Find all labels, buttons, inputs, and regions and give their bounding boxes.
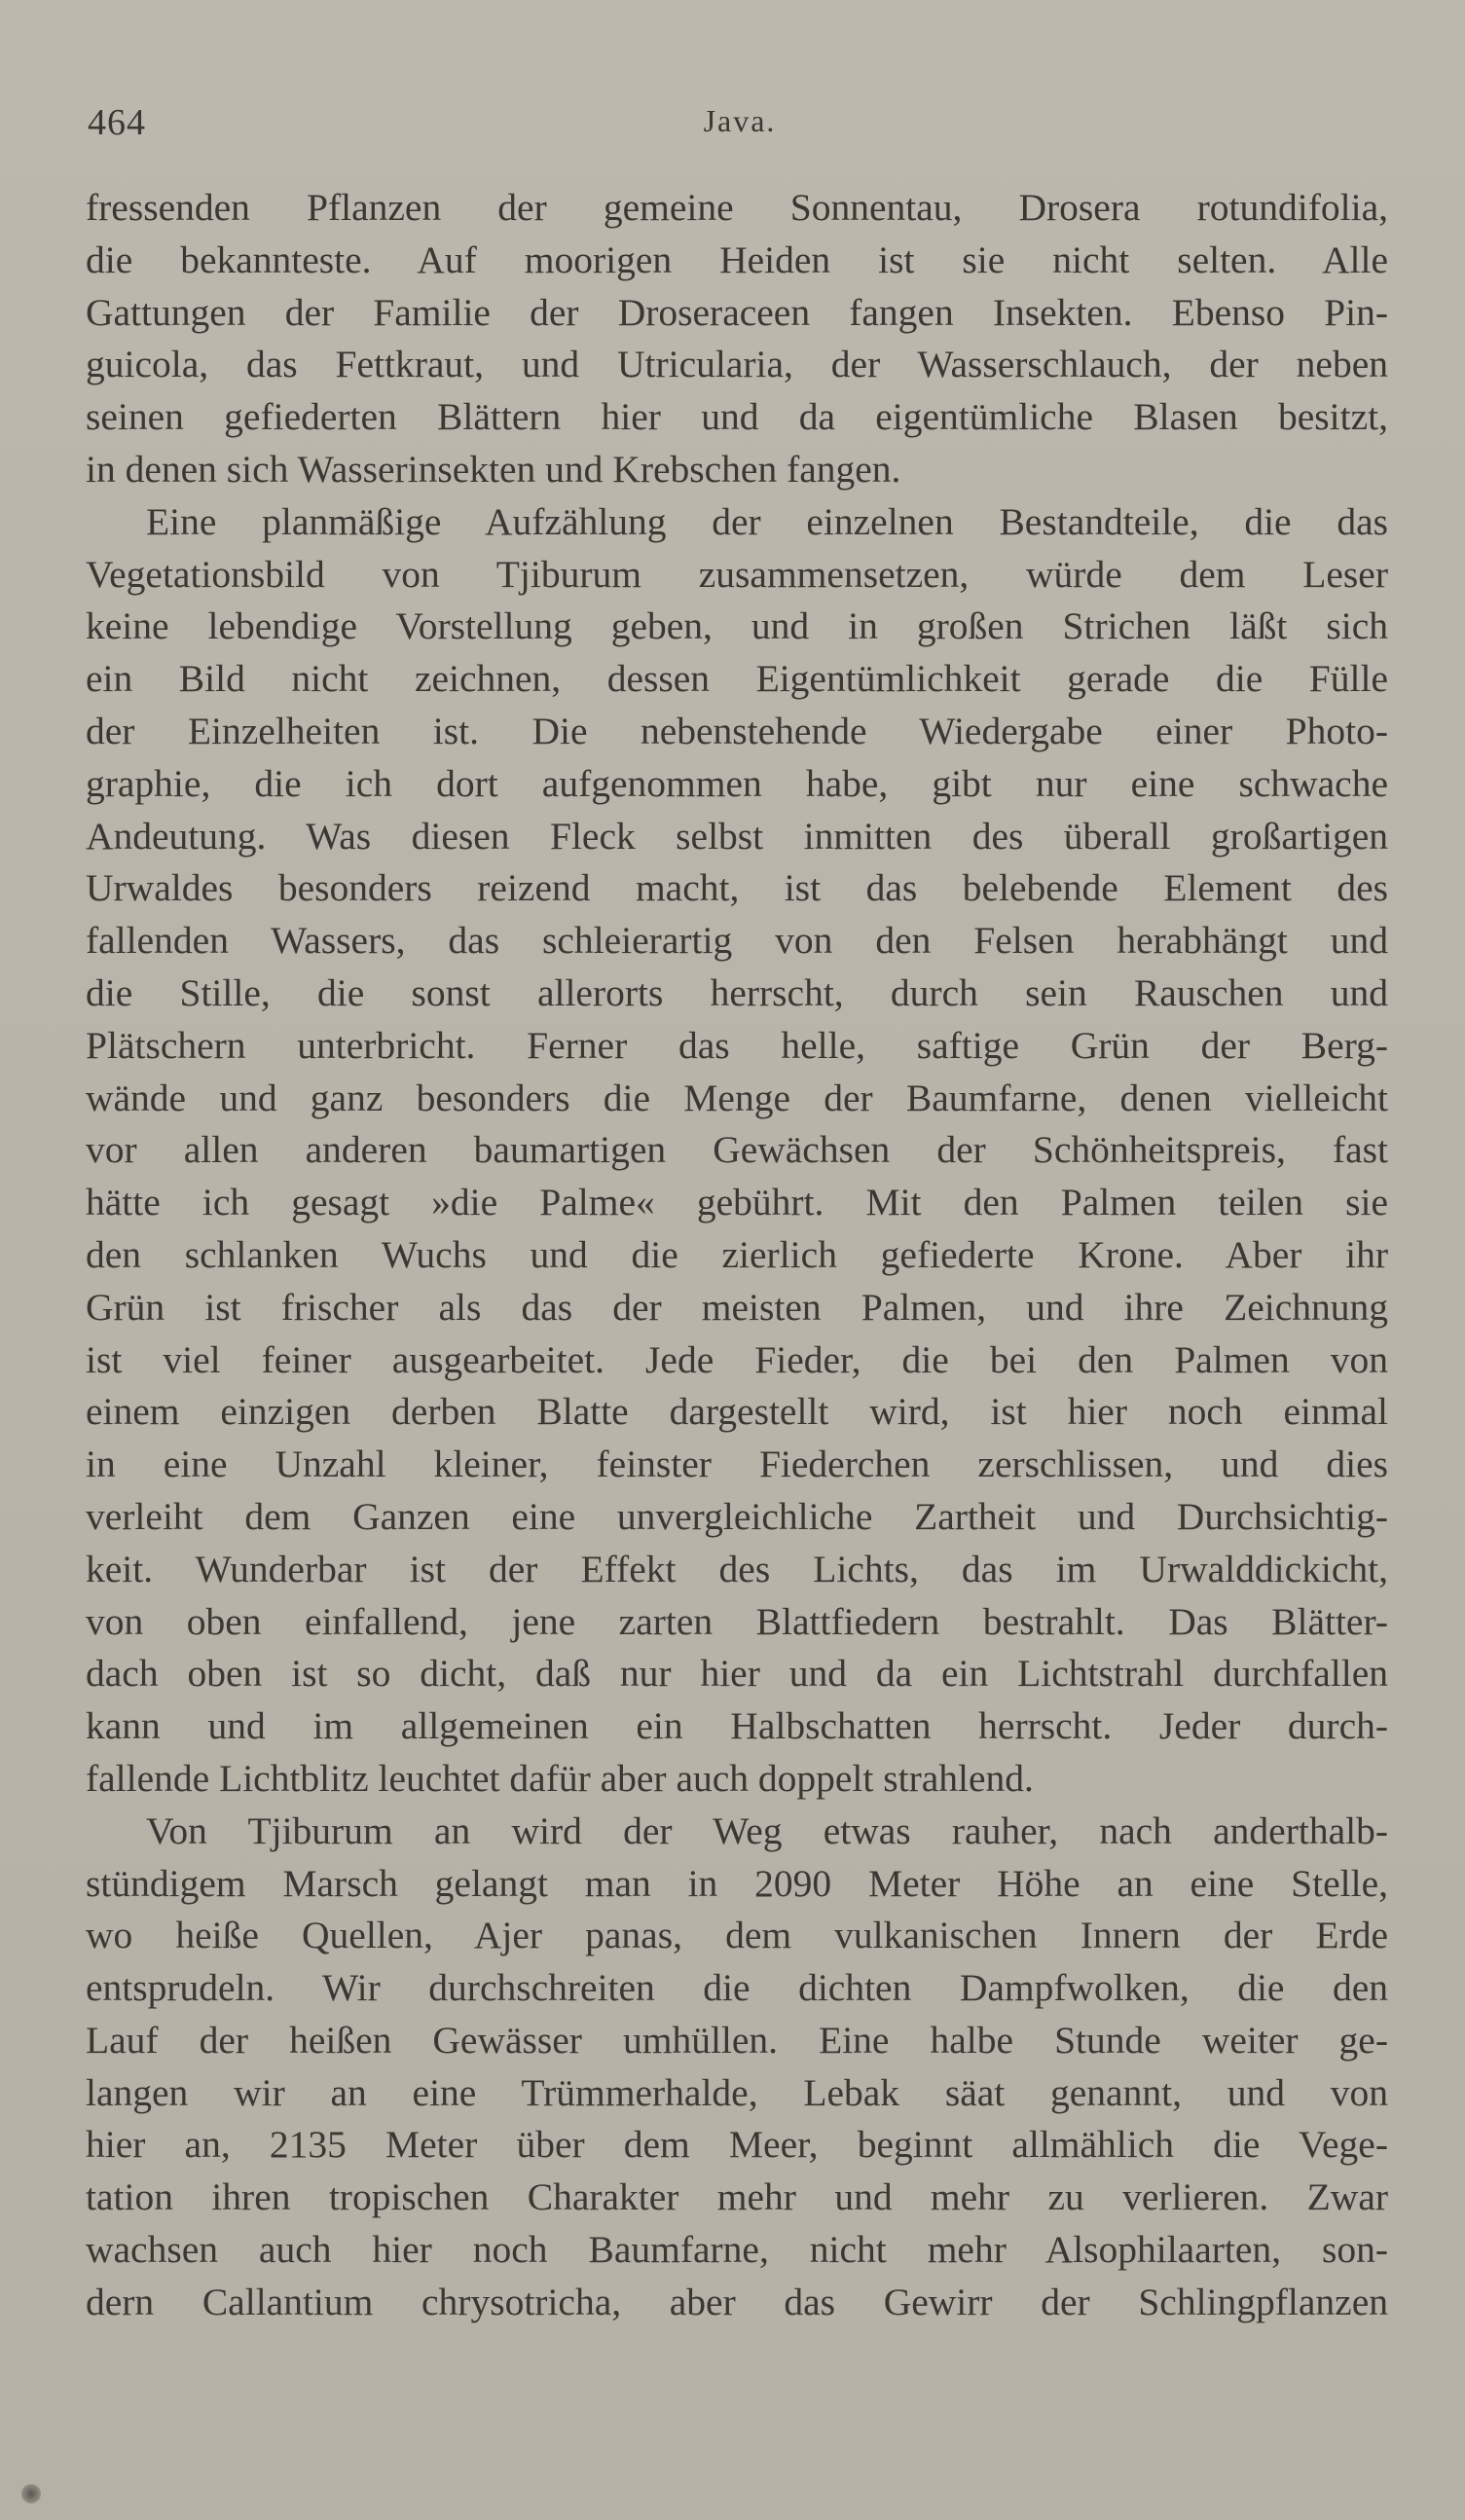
- text-line: fressenden Pflanzen der gemeine Sonnentau, Drosera rotundifolia,: [86, 186, 1388, 229]
- text-line: ein Bild nicht zeichnen, dessen Eigentümlichkeit gerade die Fülle: [86, 657, 1388, 701]
- text-line: Urwaldes besonders reizend macht, ist das belebende Element des: [86, 866, 1388, 910]
- text-line: graphie, die ich dort aufgenommen habe, gibt nur eine schwache: [86, 761, 1388, 805]
- text-line: dern Callantium chrysotricha, aber das Gewirr der Schlingpflanzen: [86, 2280, 1388, 2323]
- text-line: in denen sich Wasserinsekten und Krebschen fangen.: [86, 447, 901, 491]
- running-title: Java.: [703, 103, 777, 138]
- text-line: wände und ganz besonders die Menge der Baumfarne, denen vielleicht: [86, 1076, 1388, 1119]
- text-line: den schlanken Wuchs und die zierlich gefiederte Krone. Aber ihr: [86, 1232, 1388, 1276]
- text-line: fallende Lichtblitz leuchtet dafür aber auch doppelt strahlend.: [86, 1756, 1034, 1800]
- ink-spot: [21, 2484, 41, 2503]
- text-line: Lauf der heißen Gewässer umhüllen. Eine halbe Stunde weiter ge-: [86, 2018, 1388, 2062]
- text-line: seinen gefiederten Blättern hier und da eigentümliche Blasen besitzt,: [86, 395, 1388, 439]
- text-line: einem einzigen derben Blatte dargestellt wird, ist hier noch einmal: [86, 1390, 1388, 1434]
- text-line: die bekannteste. Auf moorigen Heiden ist sie nicht selten. Alle: [86, 237, 1388, 281]
- page-header: [88, 101, 1392, 146]
- text-line: von oben einfallend, jene zarten Blattfiedern bestrahlt. Das Blätter-: [86, 1599, 1388, 1643]
- text-line: der Einzelheiten ist. Die nebenstehende Wiedergabe einer Photo-: [86, 709, 1388, 752]
- paragraph-2: [86, 496, 1388, 1806]
- text-line: Grün ist frischer als das der meisten Palmen, und ihre Zeichnung: [86, 1285, 1388, 1329]
- text-line: wachsen auch hier noch Baumfarne, nicht mehr Alsophilaarten, son-: [86, 2228, 1388, 2272]
- text-line: hier an, 2135 Meter über dem Meer, beginnt allmählich die Vege-: [86, 2123, 1388, 2167]
- text-line: ist viel feiner ausgearbeitet. Jede Fieder, die bei den Palmen von: [86, 1337, 1388, 1381]
- text-line: guicola, das Fettkraut, und Utricularia, der Wasserschlauch, der neben: [86, 343, 1388, 386]
- text-line: in eine Unzahl kleiner, feinster Fiederchen zerschlissen, und dies: [86, 1443, 1388, 1486]
- text-line: Eine planmäßige Aufzählung der einzelnen Bestandteile, die das: [146, 499, 1388, 543]
- paragraph-1: [86, 182, 1388, 496]
- text-line: keit. Wunderbar ist der Effekt des Lichts, das im Urwalddickicht,: [86, 1547, 1388, 1590]
- text-line: keine lebendige Vorstellung geben, und in großen Strichen läßt sich: [86, 604, 1388, 648]
- text-line: vor allen anderen baumartigen Gewächsen der Schönheitspreis, fast: [86, 1128, 1388, 1172]
- text-line: kann und im allgemeinen ein Halbschatten herrscht. Jeder durch-: [86, 1704, 1388, 1748]
- text-line: langen wir an eine Trümmerhalde, Lebak säat genannt, und von: [86, 2070, 1388, 2114]
- text-line: Gattungen der Familie der Droseraceen fangen Insekten. Ebenso Pin-: [86, 290, 1388, 334]
- text-line: tation ihren tropischen Charakter mehr und mehr zu verlieren. Zwar: [86, 2175, 1388, 2219]
- text-line: dach oben ist so dicht, daß nur hier und da ein Lichtstrahl durchfallen: [86, 1652, 1388, 1696]
- body-text: [86, 182, 1388, 2329]
- text-line: Andeutung. Was diesen Fleck selbst inmitten des überall großartigen: [86, 814, 1388, 858]
- text-line: stündigem Marsch gelangt man in 2090 Meter Höhe an eine Stelle,: [86, 1861, 1388, 1905]
- text-line: Plätschern unterbricht. Ferner das helle, saftige Grün der Berg-: [86, 1023, 1388, 1067]
- text-line: die Stille, die sonst allerorts herrscht, durch sein Rauschen und: [86, 970, 1388, 1014]
- page-number: 464: [88, 102, 146, 143]
- text-line: verleiht dem Ganzen eine unvergleichliche Zartheit und Durchsichtig-: [86, 1494, 1388, 1538]
- text-line: Vegetationsbild von Tjiburum zusammensetzen, würde dem Leser: [86, 552, 1388, 596]
- text-line: fallenden Wassers, das schleierartig von den Felsen herabhängt und: [86, 919, 1388, 963]
- text-line: entsprudeln. Wir durchschreiten die dichten Dampfwolken, die den: [86, 1966, 1388, 2010]
- text-line: Von Tjiburum an wird der Weg etwas rauher, nach anderthalb-: [146, 1808, 1388, 1852]
- text-line: wo heiße Quellen, Ajer panas, dem vulkanischen Innern der Erde: [86, 1914, 1388, 1957]
- paragraph-3: [86, 1806, 1388, 2329]
- text-line: hätte ich gesagt »die Palme« gebührt. Mit den Palmen teilen sie: [86, 1181, 1388, 1224]
